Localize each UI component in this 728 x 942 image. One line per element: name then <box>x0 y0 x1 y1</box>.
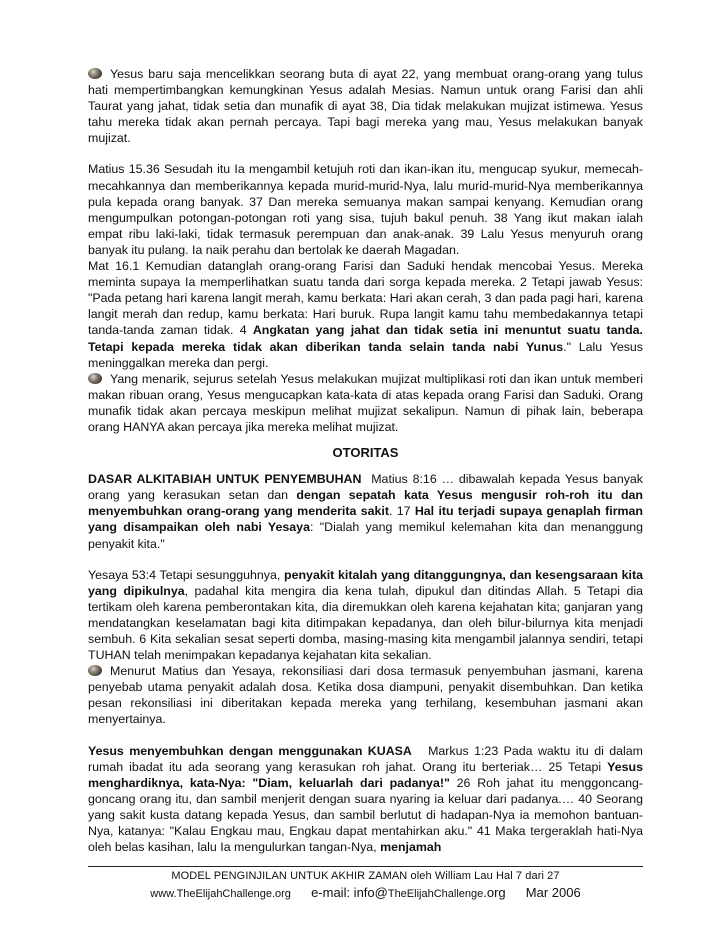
paragraph-3: Menurut Matius dan Yesaya, rekonsiliasi dari dosa termasuk penyembuhan jasmani, karena penyebab utama penyakit adalah dosa. Ketika dosa diampuni, penyakit disembuhkan. Dan ketika pesan rekonsiliasi ini diberitakan kepada mereka yang terhilang, kesembuhan jasmani akan menyertainya. <box>88 664 643 727</box>
paragraph-dasar: DASAR ALKITABIAH UNTUK PENYEMBUHAN Matius 8:16 … dibawalah kepada Yesus banyak orang yang kerasukan setan dan dengan sepatah kata Yesus mengusir roh-roh itu dan menyembuhkan orang-orang yang menderita sakit. 17 Hal itu terjadi supaya genaplah firman yang disampaikan oleh nabi Yesaya: "Dialah yang memikul kelemahan kita dan menanggung penyakit kita." <box>88 472 647 551</box>
bullet-ball-icon <box>88 373 102 384</box>
section-heading: OTORITAS <box>332 445 399 461</box>
paragraph-kuasa: Yesus menyembuhkan dengan menggunakan KUASA Markus 1:23 Pada waktu itu di dalam rumah ibadat itu ada seorang yang kerasukan roh jahat. Orang itu berteriak… 25 Tetapi Yesus menghardiknya, kata-Nya: "Diam, keluarlah dari padanya!" 26 Roh jahat itu menggoncang-goncang orang itu, dan sambil menjerit dengan suara nyaring ia keluar dari padanya.… 40 Seorang yang sakit kusta datang kepada Yesus, dan sambil berlutut di hadapan-Nya ia memohon bantuan-Nya, katanya: "Kalau Engkau mau, Engkau dapat mentahirkan aku." 41 Maka tergeraklah hati-Nya oleh belas kasihan, lalu Ia mengulurkan tangan-Nya, menjamah <box>88 743 647 855</box>
footer-website[interactable]: www.TheElijahChallenge.org <box>150 888 291 900</box>
footer-divider <box>88 866 643 867</box>
footer-date: Mar 2006 <box>525 885 581 900</box>
footer-title: MODEL PENGINJILAN UNTUK AKHIR ZAMAN oleh William Lau Hal 7 dari 27 <box>171 870 560 882</box>
footer-email[interactable]: TheElijahChallenge <box>387 888 484 900</box>
paragraph-matius-16: Mat 16.1 Kemudian datanglah orang-orang Farisi dan Saduki hendak mencobai Yesus. Mereka meminta supaya Ia memperlihatkan suatu tanda dari sorga kepada mereka. 2 Tetapi jawab Yesus: "Pada petang hari karena langit merah, kamu berkata: Hari akan cerah, 3 dan pada pagi hari, karena langit merah dan redup, kamu berkata: Hari buruk. Rupa langit kamu tahu membedakannya tetapi tanda-tanda zaman tidak. 4 Angkatan yang jahat dan tidak setia ini menuntut suatu tanda. Tetapi kepada mereka tidak akan diberikan tanda selain tanda nabi Yunus." Lalu Yesus meninggalkan mereka dan pergi. <box>88 259 644 370</box>
paragraph-1: Yesus baru saja mencelikkan seorang buta di ayat 22, yang membuat orang-orang yang tulus hati mempertimbangkan kemungkinan Yesus adalah Mesias. Namun untuk orang Farisi dan ahli Taurat yang jahat, tidak setia dan munafik di ayat 38, Dia tidak melakukan mujizat istimewa. Yesus tahu mereka tidak akan pernah percaya. Tapi bagi mereka yang mau, Yesus melakukan banyak mujizat. <box>88 67 643 146</box>
paragraph-matius-15: Matius 15.36 Sesudah itu Ia mengambil ketujuh roti dan ikan-ikan itu, mengucap syukur, memecah-mecahkannya dan memberikannya kepada murid-murid-Nya, lalu murid-murid-Nya memberikannya pula kepada orang banyak. 37 Dan mereka semuanya makan sampai kenyang. Kemudian orang mengumpulkan potongan-potongan roti yang sisa, tujuh bakul penuh. 38 Yang ikut makan ialah empat ribu laki-laki, tidak termasuk perempuan dan anak-anak. 39 Lalu Yesus menyuruh orang banyak itu pulang. Ia naik perahu dan bertolak ke daerah Magadan. <box>88 162 643 257</box>
footer-contact: www.TheElijahChallenge.org e-mail: info@TheElijahChallenge.org Mar 2006 <box>150 885 581 900</box>
paragraph-2: Yang menarik, sejurus setelah Yesus melakukan mujizat multiplikasi roti dan ikan untuk memberi makan ribuan orang, Yesus mengucapkan kata-kata di atas kepada orang Farisi dan Saduki. Orang munafik tidak akan percaya meskipun melihat mujizat sekalipun. Namun di pihak lain, beberapa orang HANYA akan percaya jika mereka melihat mujizat. <box>88 371 643 434</box>
document-body <box>88 66 647 855</box>
bullet-ball-icon <box>88 665 102 676</box>
bullet-ball-icon <box>88 68 102 79</box>
paragraph-yesaya: Yesaya 53:4 Tetapi sesungguhnya, penyakit kitalah yang ditanggungnya, dan kesengsaraan kita yang dipikulnya, padahal kita mengira dia kena tulah, dipukul dan ditindas Allah. 5 Tetapi dia tertikam oleh karena pemberontakan kita, dia diremukkan oleh karena kejahatan kita; ganjaran yang mendatangkan keselamatan bagi kita ditimpakan kepadanya, dan oleh bilur-bilurnya kita menjadi sembuh. 6 Kita sekalian sesat seperti domba, masing-masing kita mengambil jalannya sendiri, tetapi TUHAN telah menimpakan kepadanya kejahatan kita sekalian. <box>88 567 644 663</box>
